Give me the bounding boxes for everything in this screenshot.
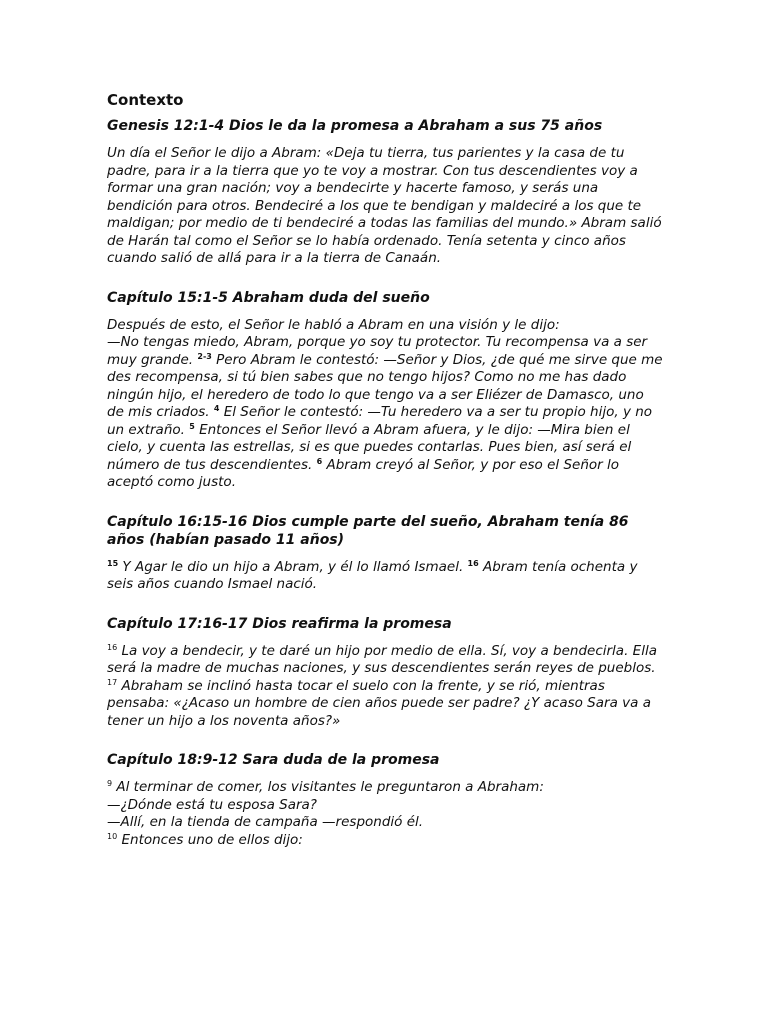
verse-number: 6 [316, 456, 323, 466]
paragraph-text: Abraham se inclinó hasta tocar el suelo con la frente, y se rió, mientras pensaba: «¿Acaso un hombre de cien años puede ser padre? ¿Y acaso Sara va a tener un hijo a los noventa años?» [107, 677, 651, 729]
verse-number: 10 [107, 831, 118, 841]
document-title: Contexto [107, 91, 184, 109]
section-paragraph [107, 559, 664, 594]
paragraph-text: Abram tenía ochenta y seis años cuando Ismael nació. [107, 558, 638, 592]
verse-number: 9 [107, 779, 113, 788]
paragraph-text: Un día el Señor le dijo a Abram: «Deja tu tierra, tus parientes y la casa de tu padre, para ir a la tierra que yo te voy a mostrar. Con tus descendientes voy a formar una gran nación; voy a bendecirte y hacerte famoso, y serás una bendición para otros. Bendeciré a los que te bendigan y maldeciré a los que te maldigan; por medio de ti bendeciré a todas las familias del mundo.» Abram salió de Harán tal como el Señor se lo había ordenado. Tenía setenta y cinco años cuando salió de allá para ir a la tierra de Canaán. [107, 145, 662, 266]
section-capitulo-15 [107, 289, 664, 492]
section-heading: Capítulo 18:9-12 Sara duda de la promesa [107, 752, 440, 768]
section-capitulo-16 [107, 513, 664, 594]
paragraph-text: Al terminar de comer, los visitantes le preguntaron a Abraham: —¿Dónde está tu esposa Sara? —Allí, en la tienda de campaña —respondió él. [107, 779, 544, 830]
section-capitulo-17 [107, 615, 664, 731]
paragraph-text: Pero Abram le contestó: —Señor y Dios, ¿de qué me sirve que me des recompensa, si tú bien sabes que no tengo hijos? Como no me has dado ningún hijo, el heredero de todo lo que tengo va a ser Eliézer de Damasco, uno de mis criados. [107, 351, 663, 420]
paragraph-text: La voy a bendecir, y te daré un hijo por medio de ella. Sí, voy a bendecirla. Ella será la madre de muchas naciones, y sus descendientes serán reyes de pueblos. [107, 642, 657, 676]
section-heading: Capítulo 15:1-5 Abraham duda del sueño [107, 289, 430, 306]
section-genesis-12 [107, 117, 664, 268]
paragraph-text: Y Agar le dio un hijo a Abram, y él lo llamó Ismael. [118, 558, 468, 575]
verse-number: 17 [107, 677, 118, 687]
verse-number: 5 [189, 421, 195, 431]
paragraph-text: Abram creyó al Señor, y por eso el Señor lo aceptó como justo. [107, 456, 619, 490]
verse-number: 15 [107, 558, 119, 568]
paragraph-text: Después de esto, el Señor le habló a Abram en una visión y le dijo: —No tengas miedo, Abram, porque yo soy tu protector. Tu recompensa va a ser muy grande. [107, 316, 648, 368]
paragraph-text: El Señor le contestó: —Tu heredero va a ser tu propio hijo, y no un extraño. [107, 404, 653, 438]
section-heading: Capítulo 16:15-16 Dios cumple parte del sueño, Abraham tenía 86 años (habían pasado 11 años) [107, 513, 629, 548]
verse-number: 16 [107, 642, 118, 652]
section-heading: Capítulo 17:16-17 Dios reafirma la promesa [107, 615, 452, 632]
section-paragraph [107, 643, 664, 731]
paragraph-text: Entonces el Señor llevó a Abram afuera, y le dijo: —Mira bien el cielo, y cuenta las estrellas, si es que puedes contarlas. Pues bien, así será el número de tus descendientes. [107, 421, 632, 473]
verse-number: 16 [467, 558, 479, 568]
verse-number: 4 [213, 404, 220, 413]
paragraph-text: Entonces uno de ellos dijo: [117, 831, 303, 848]
section-capitulo-18 [107, 751, 664, 849]
section-paragraph [107, 779, 664, 849]
section-paragraph [107, 317, 664, 492]
section-heading: Genesis 12:1-4 Dios le da la promesa a Abraham a sus 75 años [107, 118, 603, 134]
section-paragraph [107, 145, 664, 268]
verse-number: 2-3 [197, 351, 212, 361]
